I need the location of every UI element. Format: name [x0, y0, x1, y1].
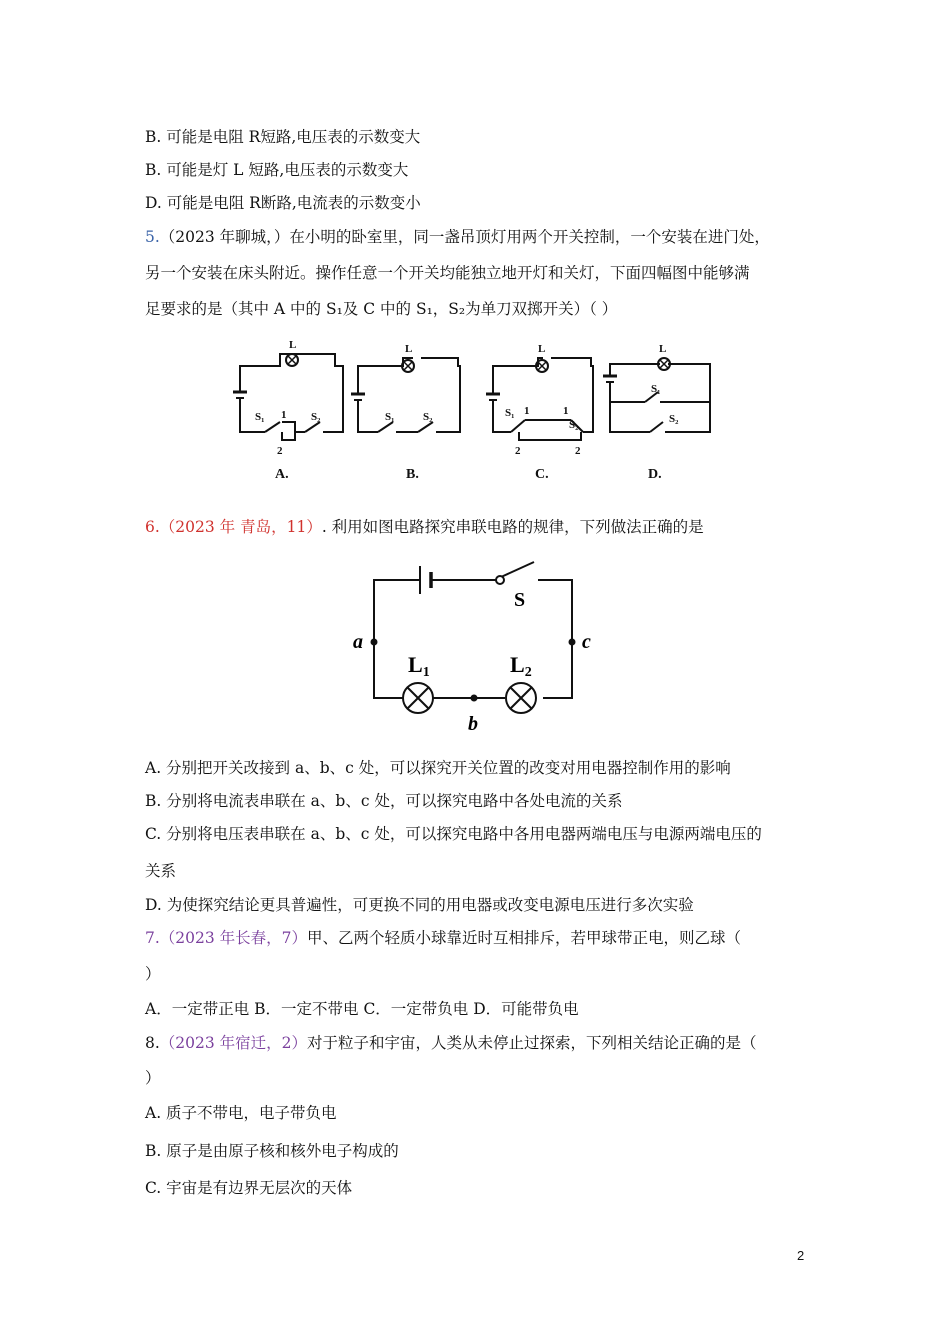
circuit-d-lamp-label: L [659, 343, 667, 355]
circuit-a-lamp-label: L [289, 339, 297, 351]
circuit-c-pos2-a: 2 [515, 445, 521, 457]
circuit-c-pos2-b: 2 [575, 445, 581, 457]
q6-switch-label: S [514, 589, 526, 611]
q5-source: （2023 年聊城，） [159, 228, 290, 246]
circuit-b [351, 358, 460, 432]
q6-line1 [145, 516, 704, 538]
q8-close-paren: ） [145, 1069, 161, 1087]
q7-line1 [145, 927, 741, 949]
q6-lamp-l1-letter: L [408, 652, 423, 677]
q6-point-b: b [468, 713, 478, 735]
q5-number: 5. [145, 228, 160, 246]
circuit-a [233, 354, 343, 440]
circuit-c-lamp-label: L [538, 343, 546, 355]
q6-lamp-l1-sub: 1 [422, 665, 430, 680]
page-number: 2 [797, 1248, 805, 1263]
q8-source: （2023 年宿迁，2） [159, 1034, 308, 1052]
fig-label-c: C. [535, 467, 549, 482]
q6-option-c-line2: 关系 [145, 862, 177, 880]
circuit-b-s2-label: S₂ [423, 411, 433, 423]
q8-option-b: B. 原子是由原子核和核外电子构成的 [145, 1142, 399, 1160]
q6-point-a: a [353, 631, 363, 653]
q5-line1 [145, 226, 770, 248]
q5-text1: 在小明的卧室里，同一盏吊顶灯用两个开关控制，一个安装在进门处， [289, 228, 770, 246]
q7-stem: 甲、乙两个轻质小球靠近时互相排斥，若甲球带正电，则乙球（ [307, 929, 742, 947]
q5-circuit-figure [225, 336, 725, 486]
circuit-b-s1-label: S₁ [385, 411, 395, 423]
circuit-c-pos1-a: 1 [524, 405, 530, 417]
circuit-a-s1-label: S₁ [255, 411, 265, 423]
circuit-a-s2-label: S₂ [311, 411, 321, 423]
q5-line2: 另一个安装在床头附近。操作任意一个开关均能独立地开灯和关灯，下面四幅图中能够满 [145, 264, 750, 282]
circuit-c-s2-label: S₂ [569, 419, 579, 431]
circuit-a-pos2: 2 [277, 445, 283, 457]
q6-option-d: D. 为使探究结论更具普遍性，可更换不同的用电器或改变电源电压进行多次实验 [145, 896, 694, 914]
circuit-d [603, 358, 710, 432]
q6-option-c-line1: C. 分别将电压表串联在 a、b、c 处，可以探究电路中各用电器两端电压与电源两端电压的 [145, 825, 762, 843]
q8-option-c: C. 宇宙是有边界无层次的天体 [145, 1179, 353, 1197]
q8-stem: 对于粒子和宇宙，人类从未停止过探索，下列相关结论正确的是（ [307, 1034, 757, 1052]
q6-source: （2023 年 青岛，11） [159, 518, 322, 536]
q7-close-paren: ） [145, 965, 161, 983]
fig-label-b: B. [406, 467, 419, 482]
q6-circuit-figure [348, 558, 608, 738]
circuit-d-s1-label: S₁ [651, 383, 661, 395]
fig-label-d: D. [648, 467, 662, 482]
q7-options: A．一定带正电 B．一定不带电 C．一定带负电 D．可能带负电 [145, 1000, 579, 1018]
circuit-d-s2-label: S₂ [669, 413, 679, 425]
q6-lamp-l2-letter: L [510, 652, 525, 677]
q6-lamp-l2-sub: 2 [524, 665, 532, 680]
fig-label-a: A. [275, 467, 289, 482]
q6-option-a: A. 分别把开关改接到 a、b、c 处，可以探究开关位置的改变对用电器控制作用的影响 [145, 759, 731, 777]
q6-point-c: c [582, 631, 591, 653]
option-b-2: B. 可能是灯 L 短路,电压表的示数变大 [145, 161, 409, 179]
circuit-b-lamp-label: L [405, 343, 413, 355]
q6-lamp-l2 [510, 652, 532, 680]
q6-option-b: B. 分别将电流表串联在 a、b、c 处，可以探究电路中各处电流的关系 [145, 792, 623, 810]
q7-number: 7. [145, 929, 160, 947]
circuit-c-s1-label: S₁ [505, 407, 515, 419]
q6-stem: . 利用如图电路探究串联电路的规律，下列做法正确的是 [321, 518, 704, 536]
q6-lamp-l1 [408, 652, 430, 680]
q7-source: （2023 年长春，7） [159, 929, 308, 947]
option-d: D. 可能是电阻 R断路,电流表的示数变小 [145, 194, 421, 212]
q8-option-a: A. 质子不带电，电子带负电 [145, 1104, 337, 1122]
q8-number: 8. [145, 1034, 160, 1052]
circuit-c-pos1-b: 1 [563, 405, 569, 417]
circuit-a-pos1: 1 [281, 409, 287, 421]
q6-number: 6. [145, 518, 160, 536]
q5-line3: 足要求的是（其中 A 中的 S₁及 C 中的 S₁，S₂为单刀双掷开关）（ ） [145, 300, 618, 318]
q8-line1 [145, 1032, 757, 1054]
option-b-1: B. 可能是电阻 R短路,电压表的示数变大 [145, 128, 421, 146]
